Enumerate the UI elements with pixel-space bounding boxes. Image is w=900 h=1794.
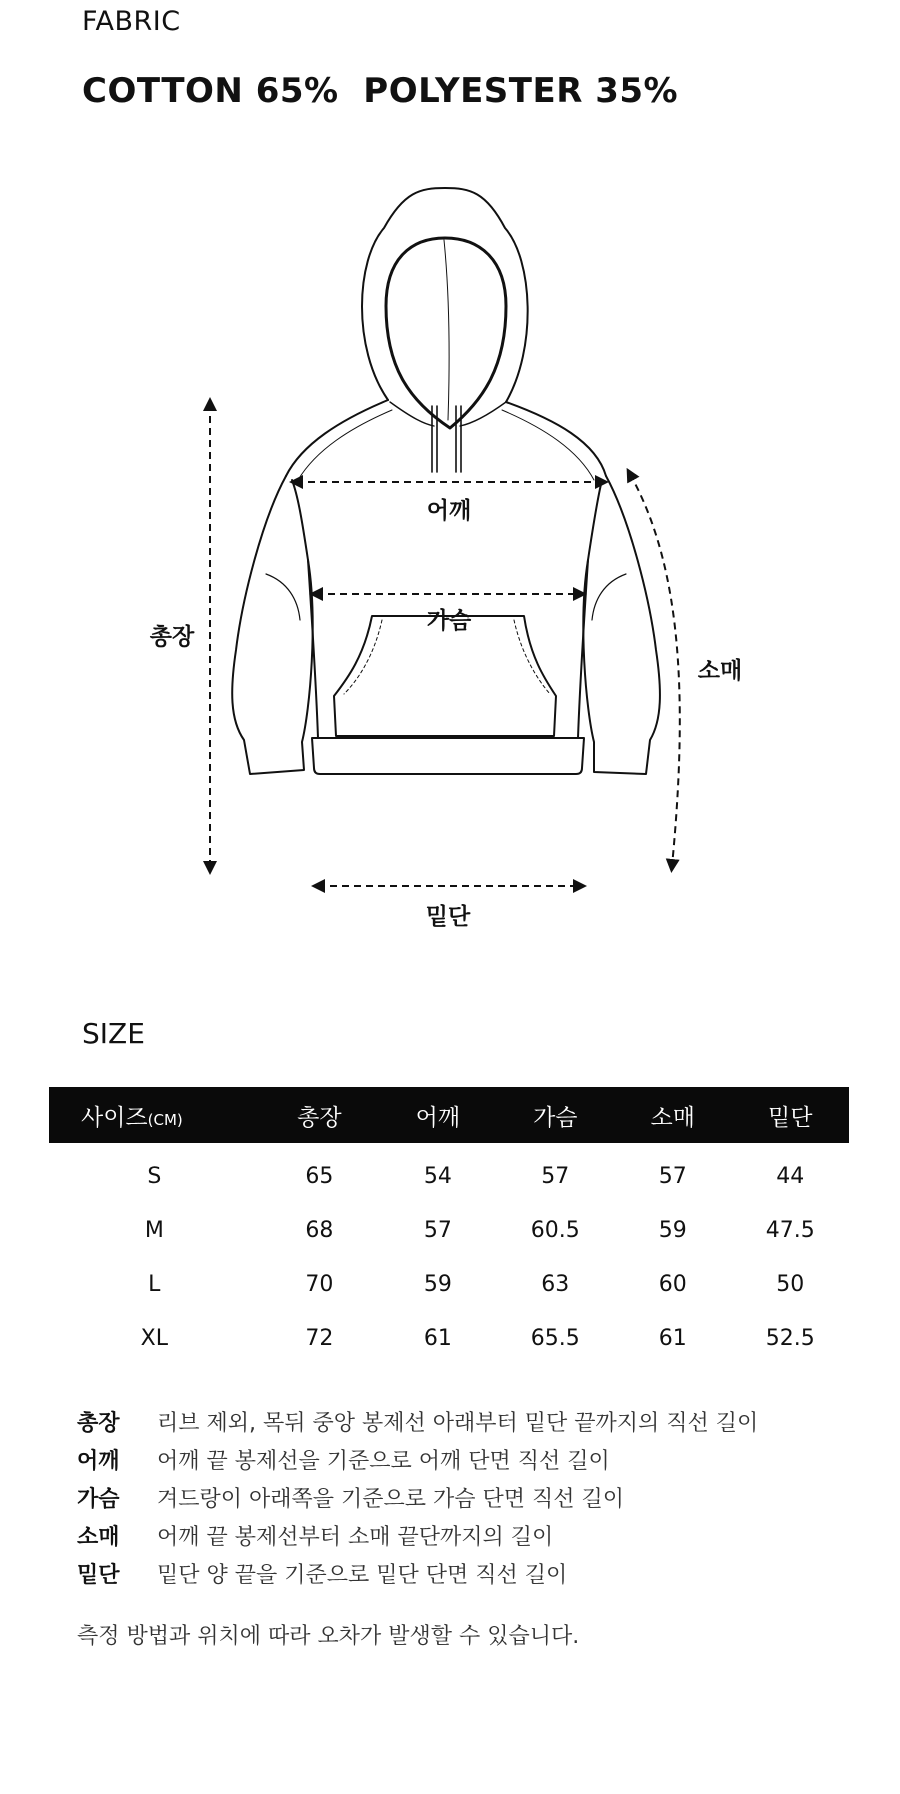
sleeve-arrow — [630, 474, 680, 866]
size-cell: S — [147, 1163, 162, 1189]
sleeve-label: 소매 — [697, 658, 743, 684]
header-size — [49, 1087, 260, 1143]
length-label: 총장 — [149, 624, 195, 650]
sleeve-right-elbow — [592, 574, 626, 620]
header-sleeve: 소매 — [614, 1087, 731, 1143]
note-desc: 리브 제외, 목뒤 중앙 봉제선 아래부터 밑단 끝까지의 직선 길이 — [157, 1410, 759, 1436]
value-cell: 65.5 — [530, 1325, 580, 1351]
value-cell: 50 — [776, 1271, 805, 1297]
body-left-side — [308, 560, 318, 738]
value-cell: 52.5 — [765, 1325, 815, 1351]
body-right-side — [578, 560, 588, 738]
note-desc: 어깨 끝 봉제선부터 소매 끝단까지의 길이 — [157, 1524, 554, 1550]
hood-center-seam — [444, 240, 449, 420]
note-sleeve — [77, 1516, 758, 1554]
size-cell: M — [144, 1217, 164, 1243]
value-cell: 68 — [305, 1217, 334, 1243]
note-length — [77, 1402, 758, 1440]
header-unit: (CM) — [147, 1110, 183, 1129]
shoulder-left — [286, 400, 388, 476]
value-cell: 72 — [305, 1325, 334, 1351]
size-cell: XL — [140, 1325, 168, 1351]
size-table-header — [49, 1087, 849, 1143]
header-hem: 밑단 — [731, 1087, 849, 1143]
measurement-notes — [77, 1402, 758, 1592]
value-cell: 44 — [776, 1163, 805, 1189]
note-term: 가슴 — [77, 1486, 120, 1512]
value-cell: 57 — [658, 1163, 687, 1189]
measurement-disclaimer: 측정 방법과 위치에 따라 오차가 발생할 수 있습니다. — [77, 1624, 580, 1649]
note-shoulder — [77, 1440, 758, 1478]
value-cell: 57 — [423, 1217, 452, 1243]
value-cell: 61 — [423, 1325, 452, 1351]
hem-label: 밑단 — [425, 904, 471, 930]
table-row — [49, 1311, 849, 1365]
shoulder-label: 어깨 — [426, 498, 472, 524]
value-cell: 54 — [423, 1163, 452, 1189]
hoodie-measurement-diagram — [0, 180, 900, 960]
pocket-stitch-right — [514, 620, 550, 694]
note-chest — [77, 1478, 758, 1516]
value-cell: 60.5 — [530, 1217, 580, 1243]
header-length: 총장 — [260, 1087, 379, 1143]
drawstring-right — [456, 406, 461, 472]
chest-label: 가슴 — [426, 608, 472, 634]
note-term: 소매 — [77, 1524, 120, 1550]
size-table — [49, 1087, 849, 1365]
note-hem — [77, 1554, 758, 1592]
value-cell: 65 — [305, 1163, 334, 1189]
header-chest: 가슴 — [497, 1087, 614, 1143]
value-cell: 70 — [305, 1271, 334, 1297]
note-desc: 겨드랑이 아래쪽을 기준으로 가슴 단면 직선 길이 — [157, 1486, 625, 1512]
value-cell: 59 — [658, 1217, 687, 1243]
sleeve-left — [232, 476, 312, 774]
sleeve-left-elbow — [266, 574, 300, 620]
fabric-composition: COTTON 65% POLYESTER 35% — [82, 71, 679, 111]
value-cell: 61 — [658, 1325, 687, 1351]
value-cell: 57 — [541, 1163, 570, 1189]
fabric-label: FABRIC — [82, 6, 181, 37]
table-row — [49, 1203, 849, 1257]
pocket-stitch-left — [344, 620, 382, 694]
header-size-text: 사이즈 — [81, 1104, 148, 1131]
value-cell: 47.5 — [765, 1217, 815, 1243]
note-term: 총장 — [77, 1410, 120, 1436]
size-section-label: SIZE — [82, 1017, 145, 1050]
note-term: 밑단 — [77, 1562, 120, 1588]
value-cell: 59 — [423, 1271, 452, 1297]
note-desc: 밑단 양 끝을 기준으로 밑단 단면 직선 길이 — [157, 1562, 568, 1588]
value-cell: 60 — [658, 1271, 687, 1297]
size-cell: L — [148, 1271, 161, 1297]
hem-band — [312, 738, 584, 774]
header-shoulder: 어깨 — [379, 1087, 496, 1143]
value-cell: 63 — [541, 1271, 570, 1297]
sleeve-right — [583, 476, 660, 774]
table-row — [49, 1143, 849, 1203]
note-term: 어깨 — [77, 1448, 120, 1474]
note-desc: 어깨 끝 봉제선을 기준으로 어깨 단면 직선 길이 — [157, 1448, 610, 1474]
kangaroo-pocket — [334, 616, 556, 736]
table-row — [49, 1257, 849, 1311]
